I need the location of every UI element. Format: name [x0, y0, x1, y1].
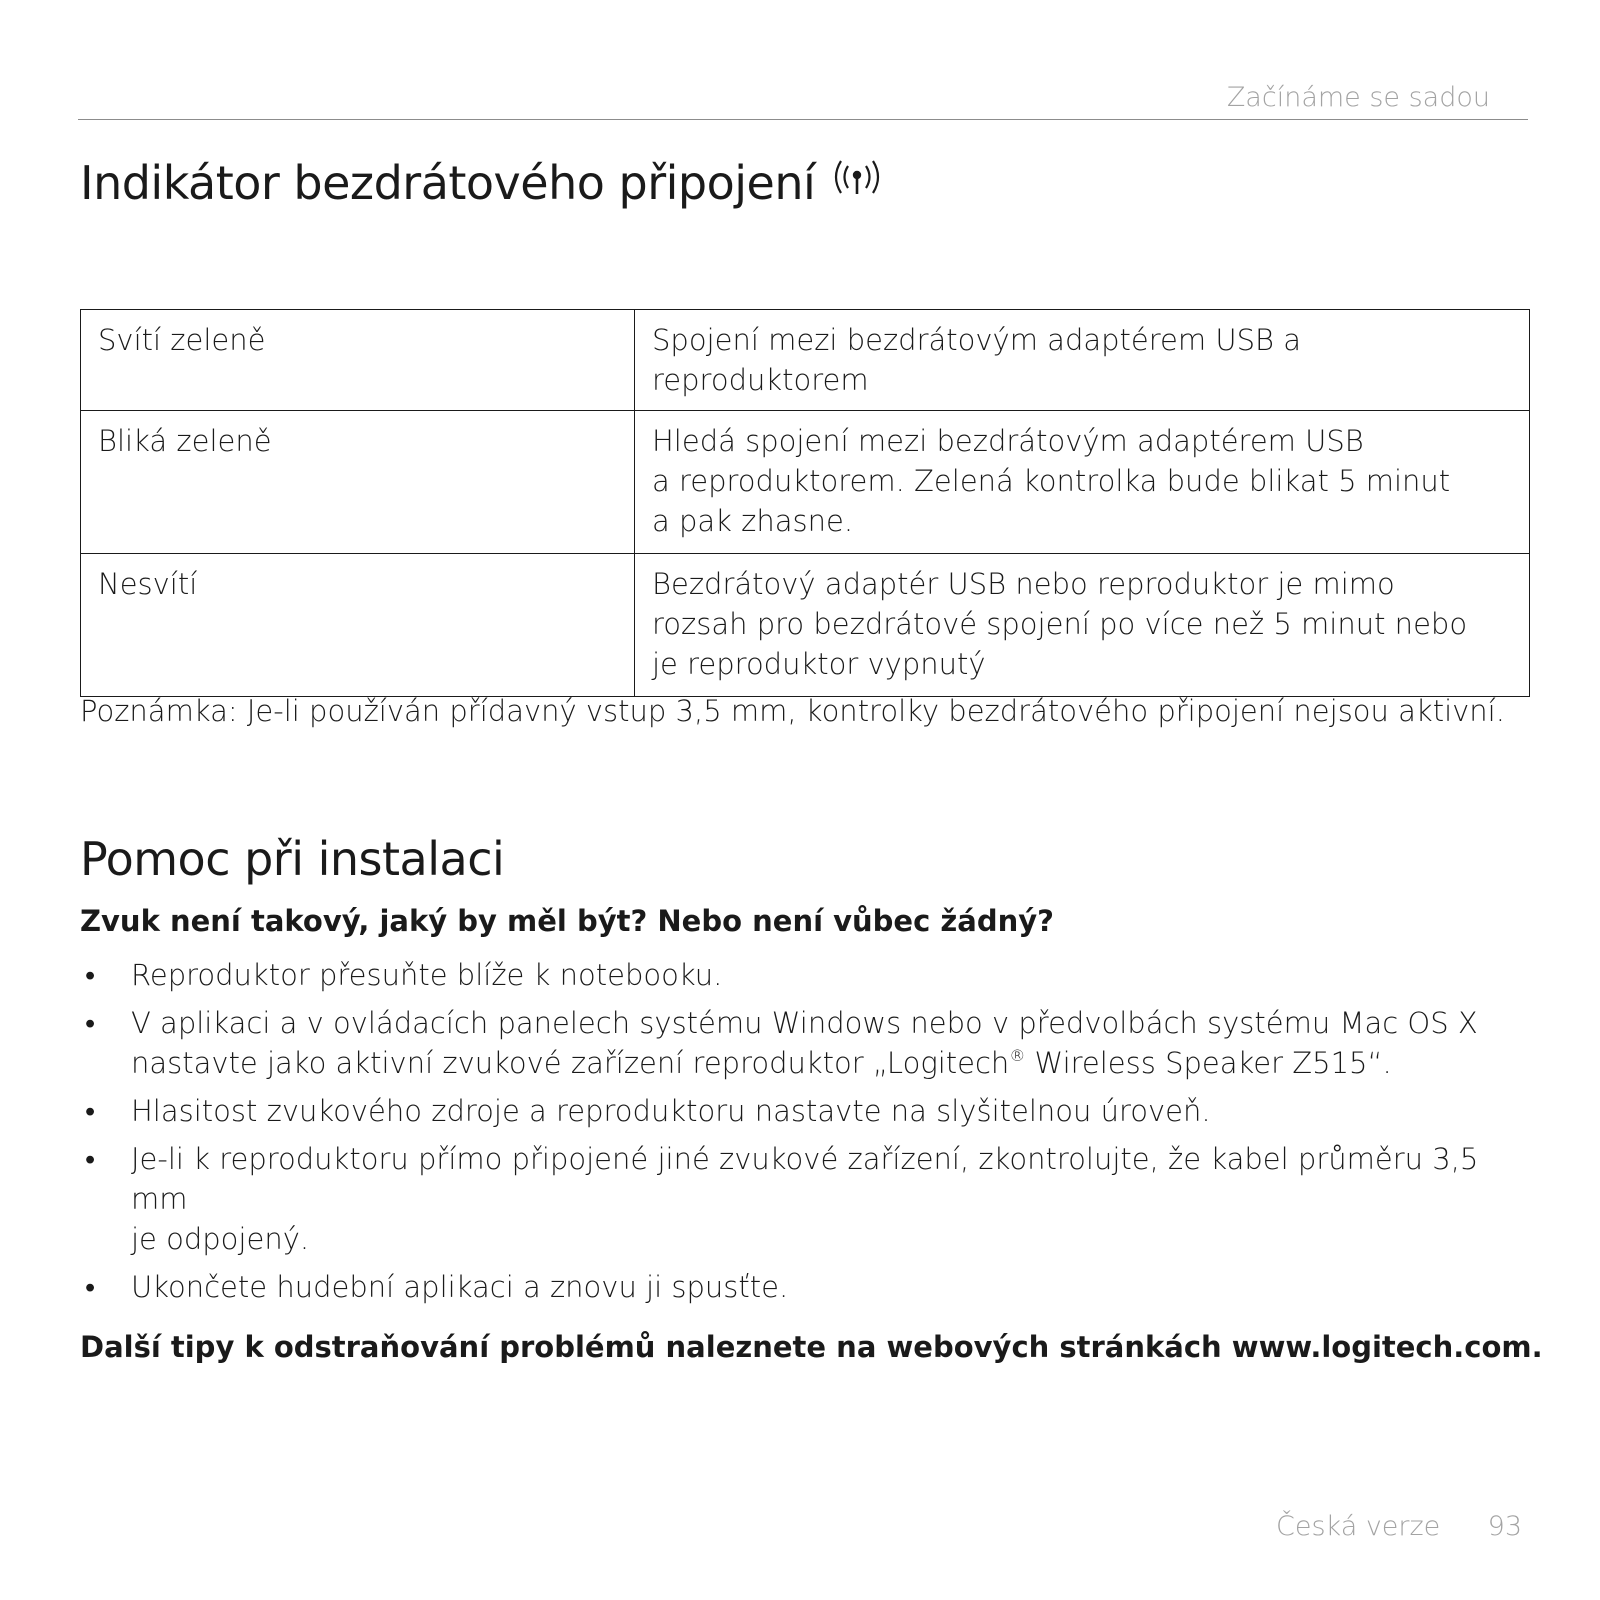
status-description-cell	[635, 411, 1530, 554]
bullet-icon: •	[85, 1270, 96, 1304]
description-line: Spojení mezi bezdrátovým adaptérem USB a reproduktorem	[652, 323, 1301, 397]
wireless-signal-icon	[827, 155, 887, 210]
footer-tip: Další tipy k odstraňování problémů naleznete na webových stránkách www.logitech.com.	[80, 1330, 1543, 1364]
tip-text-line2: je odpojený.	[131, 1222, 310, 1256]
tip-text: V aplikaci a v ovládacích panelech systému Windows nebo v předvolbách systému Mac OS X	[131, 1006, 1478, 1040]
description-line: a reproduktorem. Zelená kontrolka bude blikat 5 minut	[652, 464, 1451, 498]
bullet-icon: •	[85, 1006, 96, 1040]
description-line: rozsah pro bezdrátové spojení po více než 5 minut nebo	[652, 607, 1468, 641]
tip-text: Hlasitost zvukového zdroje a reproduktoru nastavte na slyšitelnou úroveň.	[131, 1094, 1211, 1128]
indicator-note: Poznámka: Je-li používán přídavný vstup 3,5 mm, kontrolky bezdrátového připojení nejsou aktivní.	[80, 694, 1505, 728]
help-section-title: Pomoc při instalaci	[80, 832, 505, 886]
description-line: a pak zhasne.	[652, 504, 854, 538]
table-row	[81, 310, 1530, 411]
status-description-cell	[635, 310, 1530, 411]
tip-text: Ukončete hudební aplikaci a znovu ji spusťte.	[131, 1270, 789, 1304]
status-state-cell: Nesvítí	[81, 554, 635, 697]
tip-text-part: nastavte jako aktivní zvukové zařízení reproduktor „Logitech	[131, 1046, 1010, 1080]
list-item	[80, 1139, 1540, 1259]
list-item	[80, 1003, 1540, 1083]
tip-text: Reproduktor přesuňte blíže k notebooku.	[131, 958, 723, 992]
status-description-cell	[635, 554, 1530, 697]
indicator-section-title	[80, 156, 887, 210]
tip-text-part: Wireless Speaker Z515“.	[1025, 1046, 1392, 1080]
bullet-icon: •	[85, 958, 96, 992]
table-row	[81, 554, 1530, 697]
tip-text: Je-li k reproduktoru přímo připojené jiné zvukové zařízení, zkontrolujte, že kabel průměru 3,5 mm	[131, 1142, 1479, 1216]
list-item	[80, 955, 1540, 995]
help-subheading: Zvuk není takový, jaký by měl být? Nebo není vůbec žádný?	[80, 904, 1054, 938]
tip-text-line2	[131, 1043, 1540, 1083]
running-head: Začínáme se sadou	[1226, 82, 1490, 113]
status-state-cell: Svítí zeleně	[81, 310, 635, 411]
status-state-cell: Bliká zeleně	[81, 411, 635, 554]
footer-language: Česká verze	[1276, 1511, 1441, 1542]
bullet-icon: •	[85, 1142, 96, 1176]
bullet-icon: •	[85, 1094, 96, 1128]
registered-mark: ®	[1009, 1046, 1026, 1065]
header-divider	[78, 119, 1528, 120]
indicator-title-text: Indikátor bezdrátového připojení	[80, 156, 816, 210]
indicator-status-table	[80, 309, 1530, 697]
help-tips-list	[80, 955, 1540, 1315]
list-item	[80, 1267, 1540, 1307]
description-line: Hledá spojení mezi bezdrátovým adaptérem USB	[652, 424, 1364, 458]
table-row	[81, 411, 1530, 554]
description-line: je reproduktor vypnutý	[652, 647, 986, 681]
list-item	[80, 1091, 1540, 1131]
page-number: 93	[1487, 1511, 1522, 1542]
description-line: Bezdrátový adaptér USB nebo reproduktor je mimo	[652, 567, 1395, 601]
